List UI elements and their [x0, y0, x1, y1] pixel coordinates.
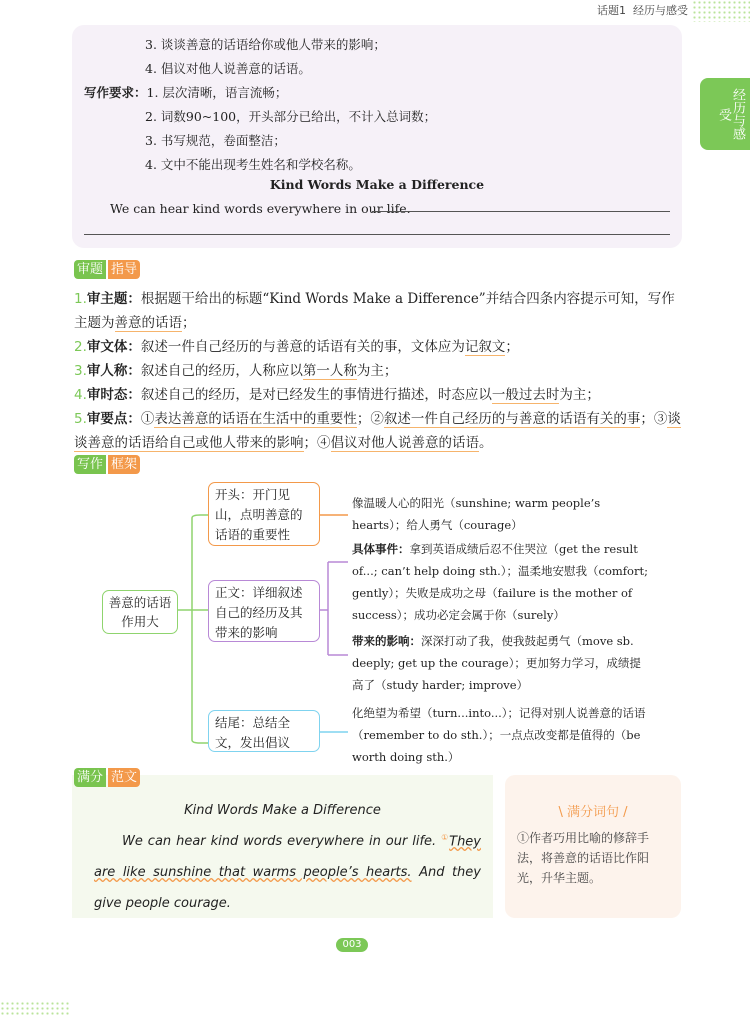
guide-item: 1.审主题：根据题干给出的标题“Kind Words Make a Difference”并结合四条内容提示可知，写作主题为善意的话语； [74, 291, 675, 331]
mindmap-root: 善意的话语作用大 [102, 590, 178, 634]
requirements-label: 写作要求： [84, 85, 147, 100]
essay-title: Kind Words Make a Difference [269, 177, 485, 192]
section-label-guide: 审题 指导 [74, 260, 140, 279]
decorative-dots [692, 0, 750, 22]
decorative-dots [0, 1001, 70, 1015]
model-essay [72, 775, 493, 918]
opening-detail: 像温暖人心的阳光（sunshine; warm people’s hearts）；给人勇气（courage） [352, 496, 601, 532]
requirement-item: 3. 书写规范，卷面整洁； [145, 133, 286, 148]
event-detail: 具体事件：拿到英语成绩后忍不住哭泣（get the result of...; can’t help doing sth.）；温柔地安慰我（comfort; gently）；失败是成功之母（failure is the mother of success）；成功必定会属于你（surely） [352, 542, 648, 622]
content-item: 4. 倡议对他人说善意的话语。 [145, 61, 311, 76]
side-tab[interactable]: 经历与感受 [700, 78, 750, 150]
requirement-item: 1. 层次清晰，语言流畅； [146, 85, 288, 100]
running-header [597, 2, 688, 18]
essay-opening: We can hear kind words everywhere in our life. [110, 201, 411, 216]
section-label-framework: 写作 框架 [74, 455, 140, 474]
notes-box: \ 满分词句 / ①作者巧用比喻的修辞手法，将善意的话语比作阳光，升华主题。 [505, 775, 681, 918]
answer-line[interactable] [84, 234, 670, 235]
notes-text: ①作者巧用比喻的修辞手法，将善意的话语比作阳光，升华主题。 [517, 831, 650, 885]
model-body: We can hear kind words everywhere in our life. ①They are like sunshine that warms people’s hearts. And they give people courage. [94, 833, 481, 912]
content-item: 3. 谈谈善意的话语给你或他人带来的影响； [145, 37, 386, 52]
mindmap-ending-box: 结尾：总结全文，发出倡议 [208, 710, 320, 752]
topic-number: 话题1 [597, 4, 626, 17]
page-number: 003 [336, 938, 368, 952]
notes-title: 满分词句 [566, 805, 619, 820]
guide-item: 5.审要点：①表达善意的话语在生活中的重要性；②叙述一件自己经历的与善意的话语有关的事；③谈谈善意的话语给自己或他人带来的影响；④倡议对他人说善意的话语。 [74, 411, 681, 451]
guide-item: 3.审人称：叙述自己的经历，人称应以第一人称为主； [74, 363, 398, 379]
model-title: Kind Words Make a Difference [184, 803, 381, 818]
effect-detail: 带来的影响：深深打动了我，使我鼓起勇气（move sb. deeply; get up the courage）；更加努力学习，成绩提高了（study harder; improve） [352, 634, 641, 692]
requirement-item: 4. 文中不能出现考生姓名和学校名称。 [145, 157, 361, 172]
guide-list [74, 287, 684, 455]
section-label-model: 满分 范文 [74, 768, 140, 787]
answer-line[interactable] [372, 211, 670, 212]
ending-detail: 化绝望为希望（turn...into...）；记得对别人说善意的话语（remember to do sth.）；一点点改变都是值得的（be worth doing sth.） [352, 706, 646, 764]
mindmap-body-box: 正文：详细叙述自己的经历及其带来的影响 [208, 580, 320, 642]
guide-item: 2.审文体：叙述一件自己经历的与善意的话语有关的事，文体应为记叙文； [74, 339, 519, 355]
topic-title: 经历与感受 [633, 4, 688, 17]
mindmap-opening-box: 开头：开门见山，点明善意的话语的重要性 [208, 482, 320, 546]
requirement-item: 2. 词数90~100，开头部分已给出，不计入总词数； [145, 109, 437, 124]
writing-prompt-box [72, 25, 682, 248]
guide-item: 4.审时态：叙述自己的经历，是对已经发生的事情进行描述，时态应以一般过去时为主； [74, 387, 600, 403]
